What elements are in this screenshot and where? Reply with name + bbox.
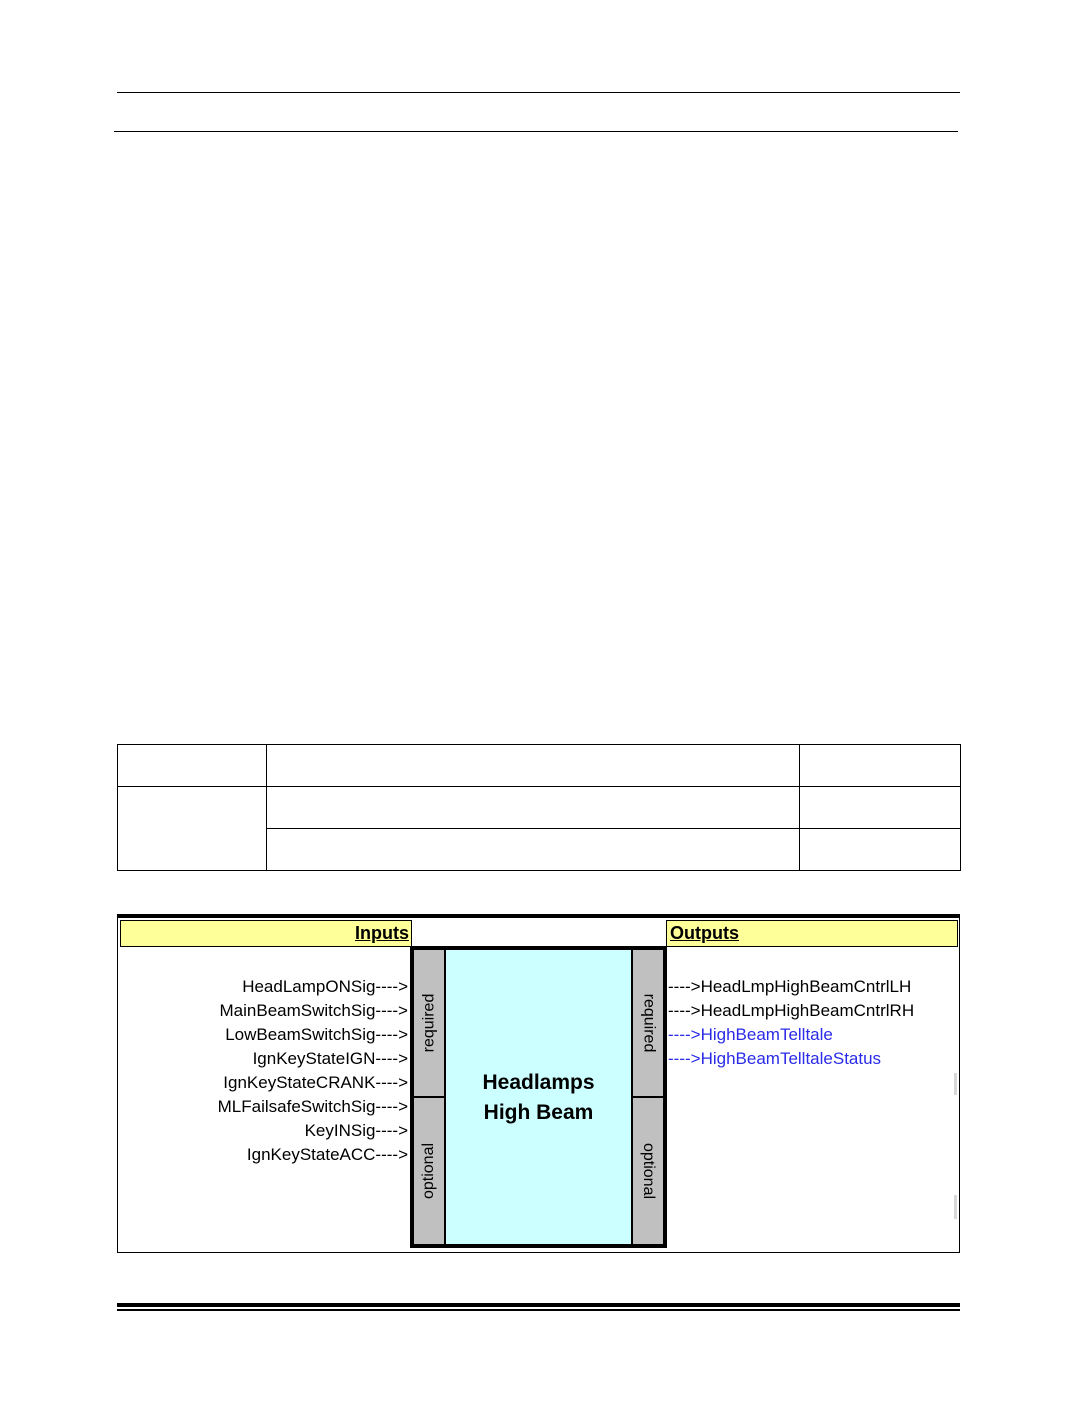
output-signal-highlighted: ---->HighBeamTelltaleStatus bbox=[668, 1049, 882, 1068]
function-block bbox=[410, 946, 667, 1248]
scroll-indicator bbox=[954, 1195, 957, 1219]
output-port-strip bbox=[631, 950, 663, 1244]
output-signal-highlighted: ---->HighBeamTelltale bbox=[668, 1025, 833, 1044]
footer-rule-thick bbox=[117, 1303, 960, 1307]
block-title-line1: Headlamps bbox=[482, 1071, 595, 1094]
required-inputs-label: required bbox=[420, 993, 438, 1053]
inputs-header bbox=[120, 920, 412, 947]
table-cell bbox=[118, 787, 267, 871]
table-cell bbox=[267, 829, 800, 871]
table-cell bbox=[118, 745, 267, 787]
input-signal: MLFailsafeSwitchSig----> bbox=[217, 1097, 408, 1116]
input-signal: IgnKeyStateCRANK----> bbox=[223, 1073, 408, 1092]
table-cell bbox=[267, 787, 800, 829]
input-signal: IgnKeyStateIGN----> bbox=[252, 1049, 408, 1068]
inputs-header-label: Inputs bbox=[355, 923, 409, 943]
output-signal: ---->HeadLmpHighBeamCntrlLH bbox=[668, 977, 912, 996]
required-outputs-label: required bbox=[640, 993, 658, 1053]
input-signal: HeadLampONSig----> bbox=[242, 977, 408, 996]
block-title-line2: High Beam bbox=[483, 1101, 594, 1124]
diagram-top-border bbox=[118, 915, 959, 918]
input-signal: KeyINSig----> bbox=[304, 1121, 408, 1140]
output-signal-list bbox=[668, 975, 914, 1071]
table-cell bbox=[800, 829, 961, 871]
outputs-header-label: Outputs bbox=[670, 923, 739, 943]
footer-rule-thin bbox=[117, 1309, 960, 1311]
header-rule-bottom bbox=[114, 131, 958, 132]
block-title bbox=[446, 1068, 631, 1128]
input-signal: LowBeamSwitchSig----> bbox=[225, 1025, 408, 1044]
header-rule-top bbox=[117, 92, 960, 93]
table-cell bbox=[800, 787, 961, 829]
table-cell bbox=[800, 745, 961, 787]
table-cell bbox=[267, 745, 800, 787]
block-diagram bbox=[117, 914, 960, 1253]
input-signal: IgnKeyStateACC----> bbox=[246, 1145, 408, 1164]
input-signal: MainBeamSwitchSig----> bbox=[219, 1001, 408, 1020]
outputs-header bbox=[666, 920, 958, 947]
optional-inputs-label: optional bbox=[420, 1142, 438, 1200]
input-signal-list bbox=[118, 975, 408, 1167]
output-signal: ---->HeadLmpHighBeamCntrlRH bbox=[668, 1001, 915, 1020]
revision-table bbox=[117, 744, 961, 871]
input-port-strip bbox=[414, 950, 446, 1244]
scroll-indicator bbox=[954, 1073, 957, 1095]
optional-outputs-label: optional bbox=[640, 1142, 658, 1200]
